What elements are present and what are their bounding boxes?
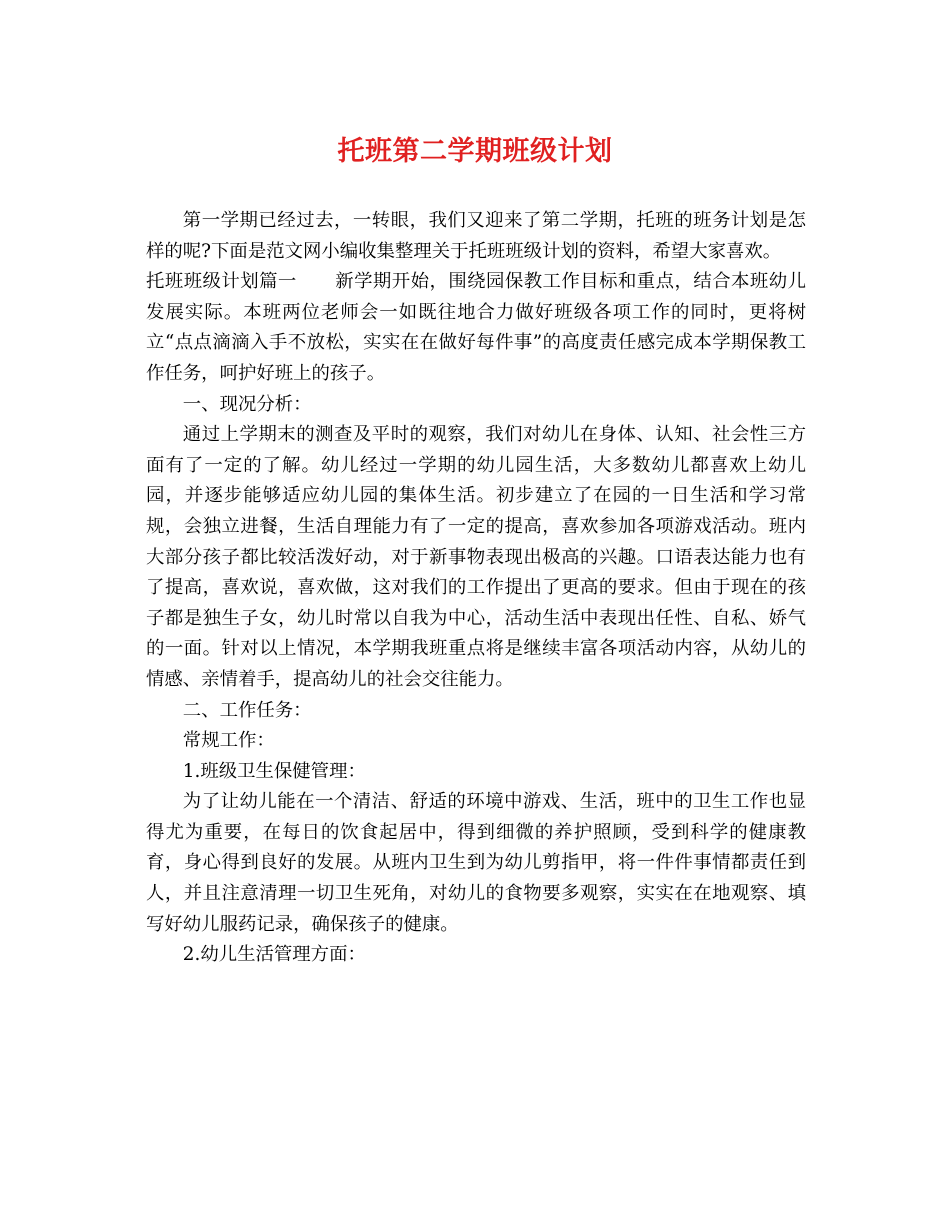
document-body <box>146 206 806 971</box>
section-body-analysis: 通过上学期末的测查及平时的观察，我们对幼儿在身体、认知、社会性三方面有了一定的了解。幼儿经过一学期的幼儿园生活，大多数幼儿都喜欢上幼儿园，并逐步能够适应幼儿园的集体生活。初步建立了在园的一日生活和学习常规，会独立进餐，生活自理能力有了一定的提高，喜欢参加各项游戏活动。班内大部分孩子都比较活泼好动，对于新事物表现出极高的兴趣。口语表达能力也有了提高，喜欢说，喜欢做，这对我们的工作提出了更高的要求。但由于现在的孩子都是独生子女，幼儿时常以自我为中心，活动生活中表现出任性、自私、娇气的一面。针对以上情况，本学期我班重点将是继续丰富各项活动内容，从幼儿的情感、亲情着手，提高幼儿的社会交往能力。 <box>146 424 806 690</box>
item-body-hygiene: 为了让幼儿能在一个清洁、舒适的环境中游戏、生活，班中的卫生工作也显得尤为重要，在每日的饮食起居中，得到细微的养护照顾，受到科学的健康教育，身心得到良好的发展。从班内卫生到为幼儿剪指甲，将一件件事情都责任到人，并且注意清理一切卫生死角，对幼儿的食物要多观察，实实在在地观察、填写好幼儿服药记录，确保孩子的健康。 <box>146 791 806 935</box>
intro-paragraph: 第一学期已经过去，一转眼，我们又迎来了第二学期，托班的班务计划是怎样的呢?下面是范文网小编收集整理关于托班班级计划的资料，希望大家喜欢。 <box>146 210 806 262</box>
section-heading-analysis: 一、现况分析： <box>182 393 312 415</box>
subheading-routine-work: 常规工作： <box>182 730 275 752</box>
article-opening-text: 新学期开始，围绕园保教工作目标和重点，结合本班幼儿发展实际。本班两位老师会一如既往地合力做好班级各项工作的同时，更将树立“点点滴滴入手不放松，实实在在做好每件事”的高度责任感完成本学期保教工作任务，呵护好班上的孩子。 <box>146 271 806 384</box>
section-heading-tasks: 二、工作任务： <box>182 699 312 721</box>
item-heading-daily-life: 2.幼儿生活管理方面： <box>182 944 366 966</box>
article-heading: 托班班级计划篇一 <box>146 271 297 293</box>
article-opening-paragraph <box>146 267 806 389</box>
item-heading-hygiene: 1.班级卫生保健管理： <box>182 760 366 782</box>
document-title: 托班第二学期班级计划 <box>337 136 613 167</box>
